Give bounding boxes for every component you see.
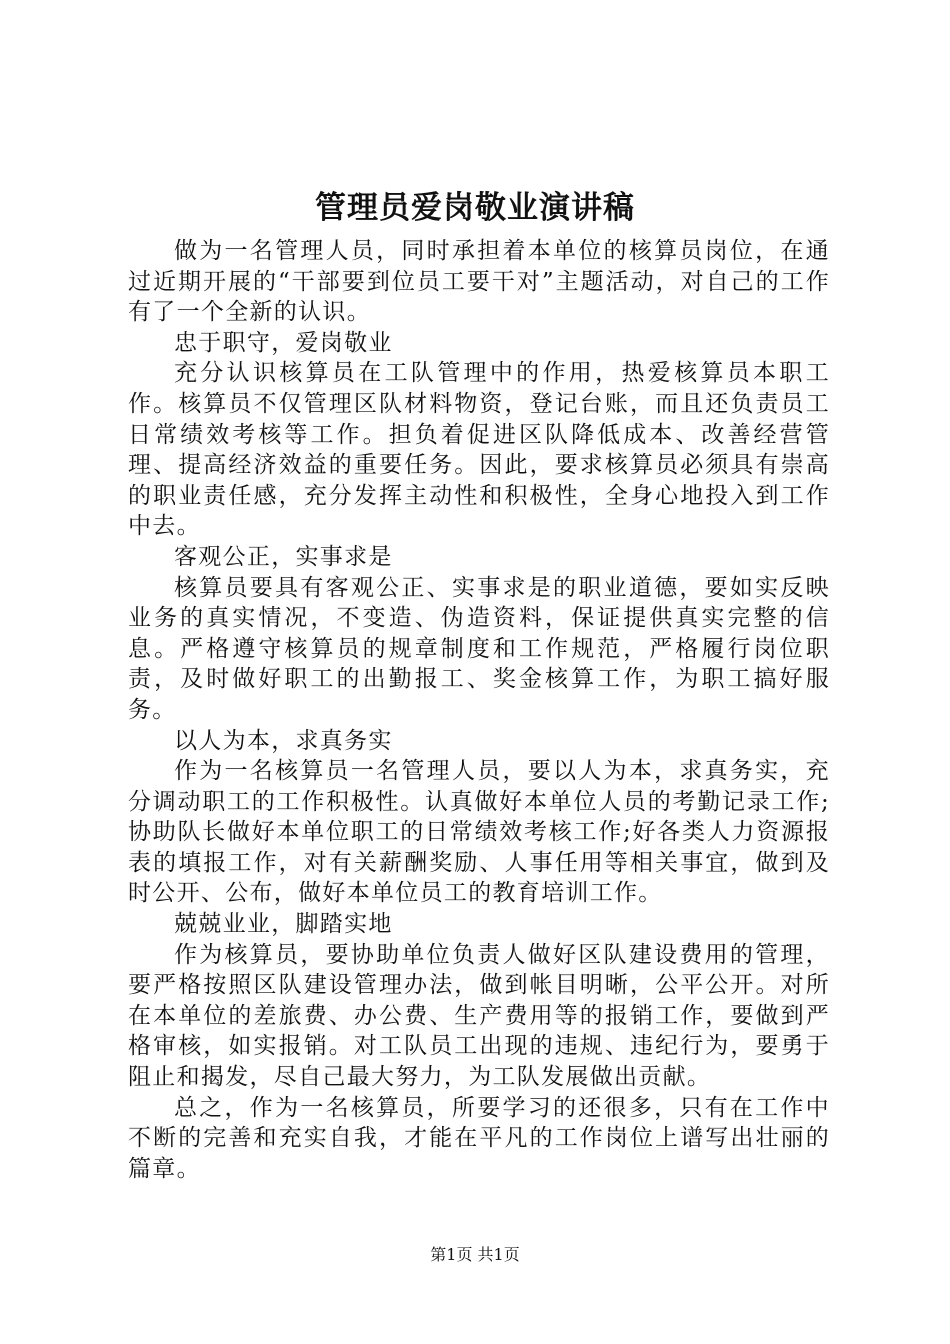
paragraph-conclusion: 总之，作为一名核算员，所要学习的还很多，只有在工作中不断的完善和充实自我，才能在平凡的工作岗位上谱写出壮丽的篇章。 (128, 1094, 830, 1182)
paragraph-section-4: 作为核算员，要协助单位负责人做好区队建设费用的管理，要严格按照区队建设管理办法，做到帐目明晰，公平公开。对所在本单位的差旅费、办公费、生产费用等的报销工作，要做到严格审核，如实报销。对工队员工出现的违规、违纪行为，要勇于阻止和揭发，尽自己最大努力，为工队发展做出贡献。 (128, 941, 830, 1091)
page-footer: 第1页 共1页 (430, 1245, 520, 1264)
paragraph-section-2: 核算员要具有客观公正、实事求是的职业道德，要如实反映业务的真实情况，不变造、伪造资料，保证提供真实完整的信息。严格遵守核算员的规章制度和工作规范，严格履行岗位职责，及时做好职工的出勤报工、奖金核算工作，为职工搞好服务。 (128, 574, 830, 723)
section-heading-2: 客观公正，实事求是 (174, 543, 393, 570)
document-body (128, 236, 830, 1184)
section-heading-3: 以人为本，求真务实 (174, 727, 393, 754)
section-heading-4: 兢兢业业，脚踏实地 (174, 911, 393, 938)
section-heading-1: 忠于职守，爱岗敬业 (174, 329, 393, 356)
paragraph-section-3: 作为一名核算员一名管理人员，要以人为本，求真务实，充分调动职工的工作积极性。认真做好本单位人员的考勤记录工作;协助队长做好本单位职工的日常绩效考核工作;好各类人力资源报表的填报工作，对有关薪酬奖励、人事任用等相关事宜，做到及时公开、公布，做好本单位员工的教育培训工作。 (128, 758, 830, 907)
paragraph-intro: 做为一名管理人员，同时承担着本单位的核算员岗位，在通过近期开展的“干部要到位员工要干对”主题活动，对自己的工作有了一个全新的认识。 (128, 238, 830, 326)
page-title: 管理员爱岗敬业演讲稿 (315, 190, 635, 226)
paragraph-section-1: 充分认识核算员在工队管理中的作用，热爱核算员本职工作。核算员不仅管理区队材料物资，登记台账，而且还负责员工日常绩效考核等工作。担负着促进区队降低成本、改善经营管理、提高经济效益的重要任务。因此，要求核算员必须具有崇高的职业责任感，充分发挥主动性和积极性，全身心地投入到工作中去。 (128, 360, 830, 540)
